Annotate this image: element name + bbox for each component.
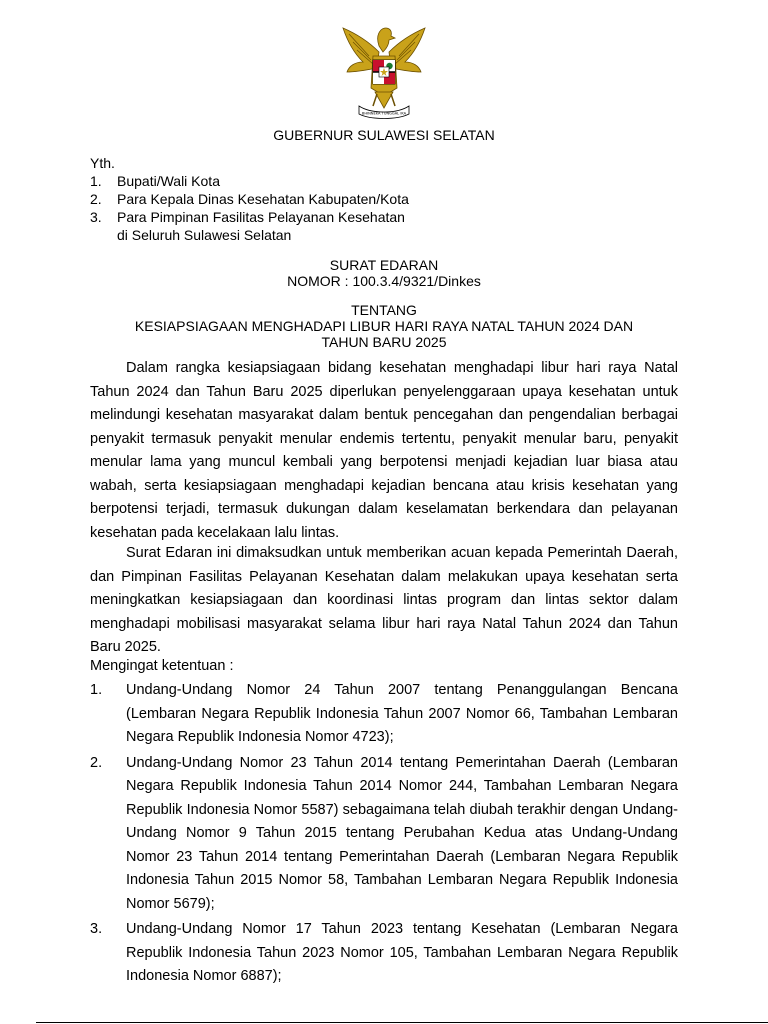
recipient-text: Para Kepala Dinas Kesehatan Kabupaten/Kota [117, 191, 409, 207]
recipient-item [90, 208, 409, 226]
recipient-number: 3. [90, 209, 102, 225]
issuer-title: GUBERNUR SULAWESI SELATAN [273, 127, 495, 143]
provision-text: Undang-Undang Nomor 23 Tahun 2014 tentang Pemerintahan Daerah (Lembaran Negara Republik Indonesia Tahun 2014 Nomor 244, Tambahan Lembaran Negara Republik Indonesia Nomor 5587) sebagaimana telah diubah terakhir dengan Undang-Undang Nomor 9 Tahun 2015 tentang Perubahan Kedua atas Undang-Undang Nomor 23 Tahun 2014 tentang Pemerintahan Daerah (Lembaran Negara Republik Indonesia Tahun 2015 Nomor 58, Tambahan Lembaran Negara Republik Indonesia Nomor 5679); [126, 754, 678, 912]
body-paragraph-1: Dalam rangka kesiapsiagaan bidang kesehatan menghadapi libur hari raya Natal Tahun 2024 dan Tahun Baru 2025 diperlukan penyelenggaraan upaya kesehatan untuk melindungi kesehatan masyarakat dalam bentuk pencegahan dan pengendalian berbagai penyakit termasuk penyakit menular endemis tertentu, penyakit menular baru, penyakit menular lama yang muncul kembali yang berpotensi menjadi kejadian luar biasa atau wabah, serta kesiapsiagaan menghadapi kejadian bencana atau krisis kesehatan yang berpotensi terjadi, termasuk dukungan dalam keselamatan berkendara dan pelayanan kesehatan pada kecelakaan lalu lintas. [90, 360, 678, 541]
provision-item [90, 918, 678, 989]
provision-text: Undang-Undang Nomor 17 Tahun 2023 tentang Kesehatan (Lembaran Negara Republik Indonesia Tahun 2023 Nomor 105, Tambahan Lembaran Negara Republik Indonesia Nomor 6887); [126, 921, 678, 984]
body-paragraph-2: Surat Edaran ini dimaksudkan untuk memberikan acuan kepada Pemerintah Daerah, dan Pimpinan Fasilitas Pelayanan Kesehatan dalam melakukan upaya kesehatan serta meningkatkan kesiapsiagaan dan koordinasi lintas program dan lintas sektor dalam menghadapi mobilisasi masyarakat selama libur hari raya Natal Tahun 2024 dan Tahun Baru 2025. [90, 545, 678, 655]
provisions-list [90, 679, 678, 991]
salutation: Yth. [90, 155, 115, 171]
provision-item [90, 752, 678, 917]
circular-label: SURAT EDARAN [329, 257, 439, 273]
recipient-item [90, 190, 409, 208]
recipient-text: Bupati/Wali Kota [117, 173, 220, 189]
recipient-continuation: di Seluruh Sulawesi Selatan [117, 227, 292, 243]
recipients-block [90, 154, 409, 244]
recipient-text: Para Pimpinan Fasilitas Pelayanan Kesehatan [117, 209, 405, 225]
provision-number: 3. [90, 921, 103, 937]
garuda-pancasila-icon [339, 22, 429, 122]
emblem-motto: BHINNEKA TUNGGAL IKA [361, 111, 407, 116]
circular-number: NOMOR : 100.3.4/9321/Dinkes [287, 273, 481, 289]
recipient-number: 1. [90, 173, 102, 189]
recipient-item [90, 172, 409, 190]
provision-item [90, 679, 678, 750]
provision-number: 1. [90, 682, 103, 698]
considering-heading: Mengingat ketentuan : [90, 658, 234, 674]
circular-subject-line1: KESIAPSIAGAAN MENGHADAPI LIBUR HARI RAYA NATAL TAHUN 2024 DAN [134, 318, 634, 334]
circular-about: TENTANG [351, 302, 417, 318]
page-bottom-rule [36, 1022, 768, 1023]
circular-subject-line2: TAHUN BARU 2025 [321, 334, 447, 350]
provision-text: Undang-Undang Nomor 24 Tahun 2007 tentang Penanggulangan Bencana (Lembaran Negara Republik Indonesia Tahun 2007 Nomor 66, Tambahan Lembaran Negara Republik Indonesia Nomor 4723); [126, 682, 678, 745]
provision-number: 2. [90, 754, 103, 771]
recipient-number: 2. [90, 191, 102, 207]
header-emblem [0, 22, 768, 127]
